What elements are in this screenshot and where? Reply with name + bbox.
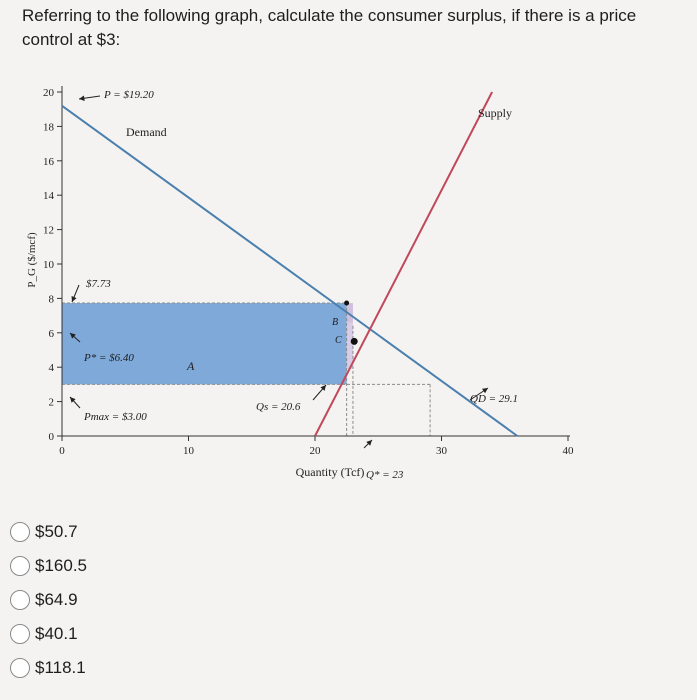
price-ceiling-label: Pmax = $3.00 (84, 411, 147, 423)
radio-button[interactable] (10, 590, 30, 610)
x-tick-label: 20 (309, 445, 321, 457)
radio-button[interactable] (10, 658, 30, 678)
answer-options (10, 515, 310, 685)
option-label: $40.1 (35, 624, 78, 643)
equilibrium-point (351, 338, 358, 345)
y-tick-label: 10 (43, 259, 54, 271)
radio-button[interactable] (10, 624, 30, 644)
question-text: Referring to the following graph, calculate the consumer surplus, if there is a price control at $3: (22, 6, 637, 49)
y-tick-label: 4 (48, 362, 54, 375)
supply-label: Supply (478, 106, 513, 120)
chart (0, 70, 697, 510)
y-tick-label: 16 (43, 155, 54, 168)
option-label: $50.7 (35, 522, 78, 541)
area-b-label: B (332, 317, 339, 328)
qs-label: Qs = 20.6 (256, 401, 301, 413)
area-a-label: A (187, 359, 195, 373)
y-tick-label: 18 (43, 121, 54, 134)
option-5[interactable] (10, 651, 310, 685)
x-tick-label: 30 (436, 445, 447, 457)
arrow-p-top-head (79, 96, 85, 101)
option-label: $118.1 (35, 658, 86, 677)
x-tick-label: 10 (183, 445, 194, 457)
qstar-label: Q* = 23 (366, 469, 404, 481)
qd-label: QD = 29.1 (470, 393, 519, 405)
demand-label: Demand (126, 125, 167, 139)
option-3[interactable] (10, 583, 310, 617)
y-tick-label: 2 (48, 396, 54, 409)
option-label: $64.9 (35, 590, 78, 609)
x-tick-label: 0 (59, 445, 65, 457)
x-axis-label: Quantity (Tcf) (295, 465, 365, 479)
radio-button[interactable] (10, 556, 30, 576)
option-1[interactable] (10, 515, 310, 549)
y-tick-label: 20 (43, 87, 54, 99)
y-axis-label: P_G ($/mcf) (26, 232, 38, 288)
area-c-label: C (335, 335, 342, 346)
option-4[interactable] (10, 617, 310, 651)
price-top-label: P = $19.20 (104, 89, 154, 101)
demand-line (62, 106, 517, 436)
y-tick-label: 6 (48, 327, 54, 340)
option-2[interactable] (10, 549, 310, 583)
equilibrium-price-label: P* = $6.40 (84, 352, 134, 364)
option-label: $160.5 (35, 556, 87, 575)
area-a-region (62, 303, 347, 384)
radio-button[interactable] (10, 522, 30, 542)
y-tick-label: 14 (43, 190, 54, 203)
y-tick-label: 12 (43, 224, 54, 237)
price-773-label: $7.73 (86, 278, 111, 290)
x-tick-label: 40 (562, 445, 574, 457)
y-tick-label: 0 (48, 431, 54, 443)
y-tick-label: 8 (48, 293, 54, 306)
demand-at-qs-point (344, 301, 349, 306)
